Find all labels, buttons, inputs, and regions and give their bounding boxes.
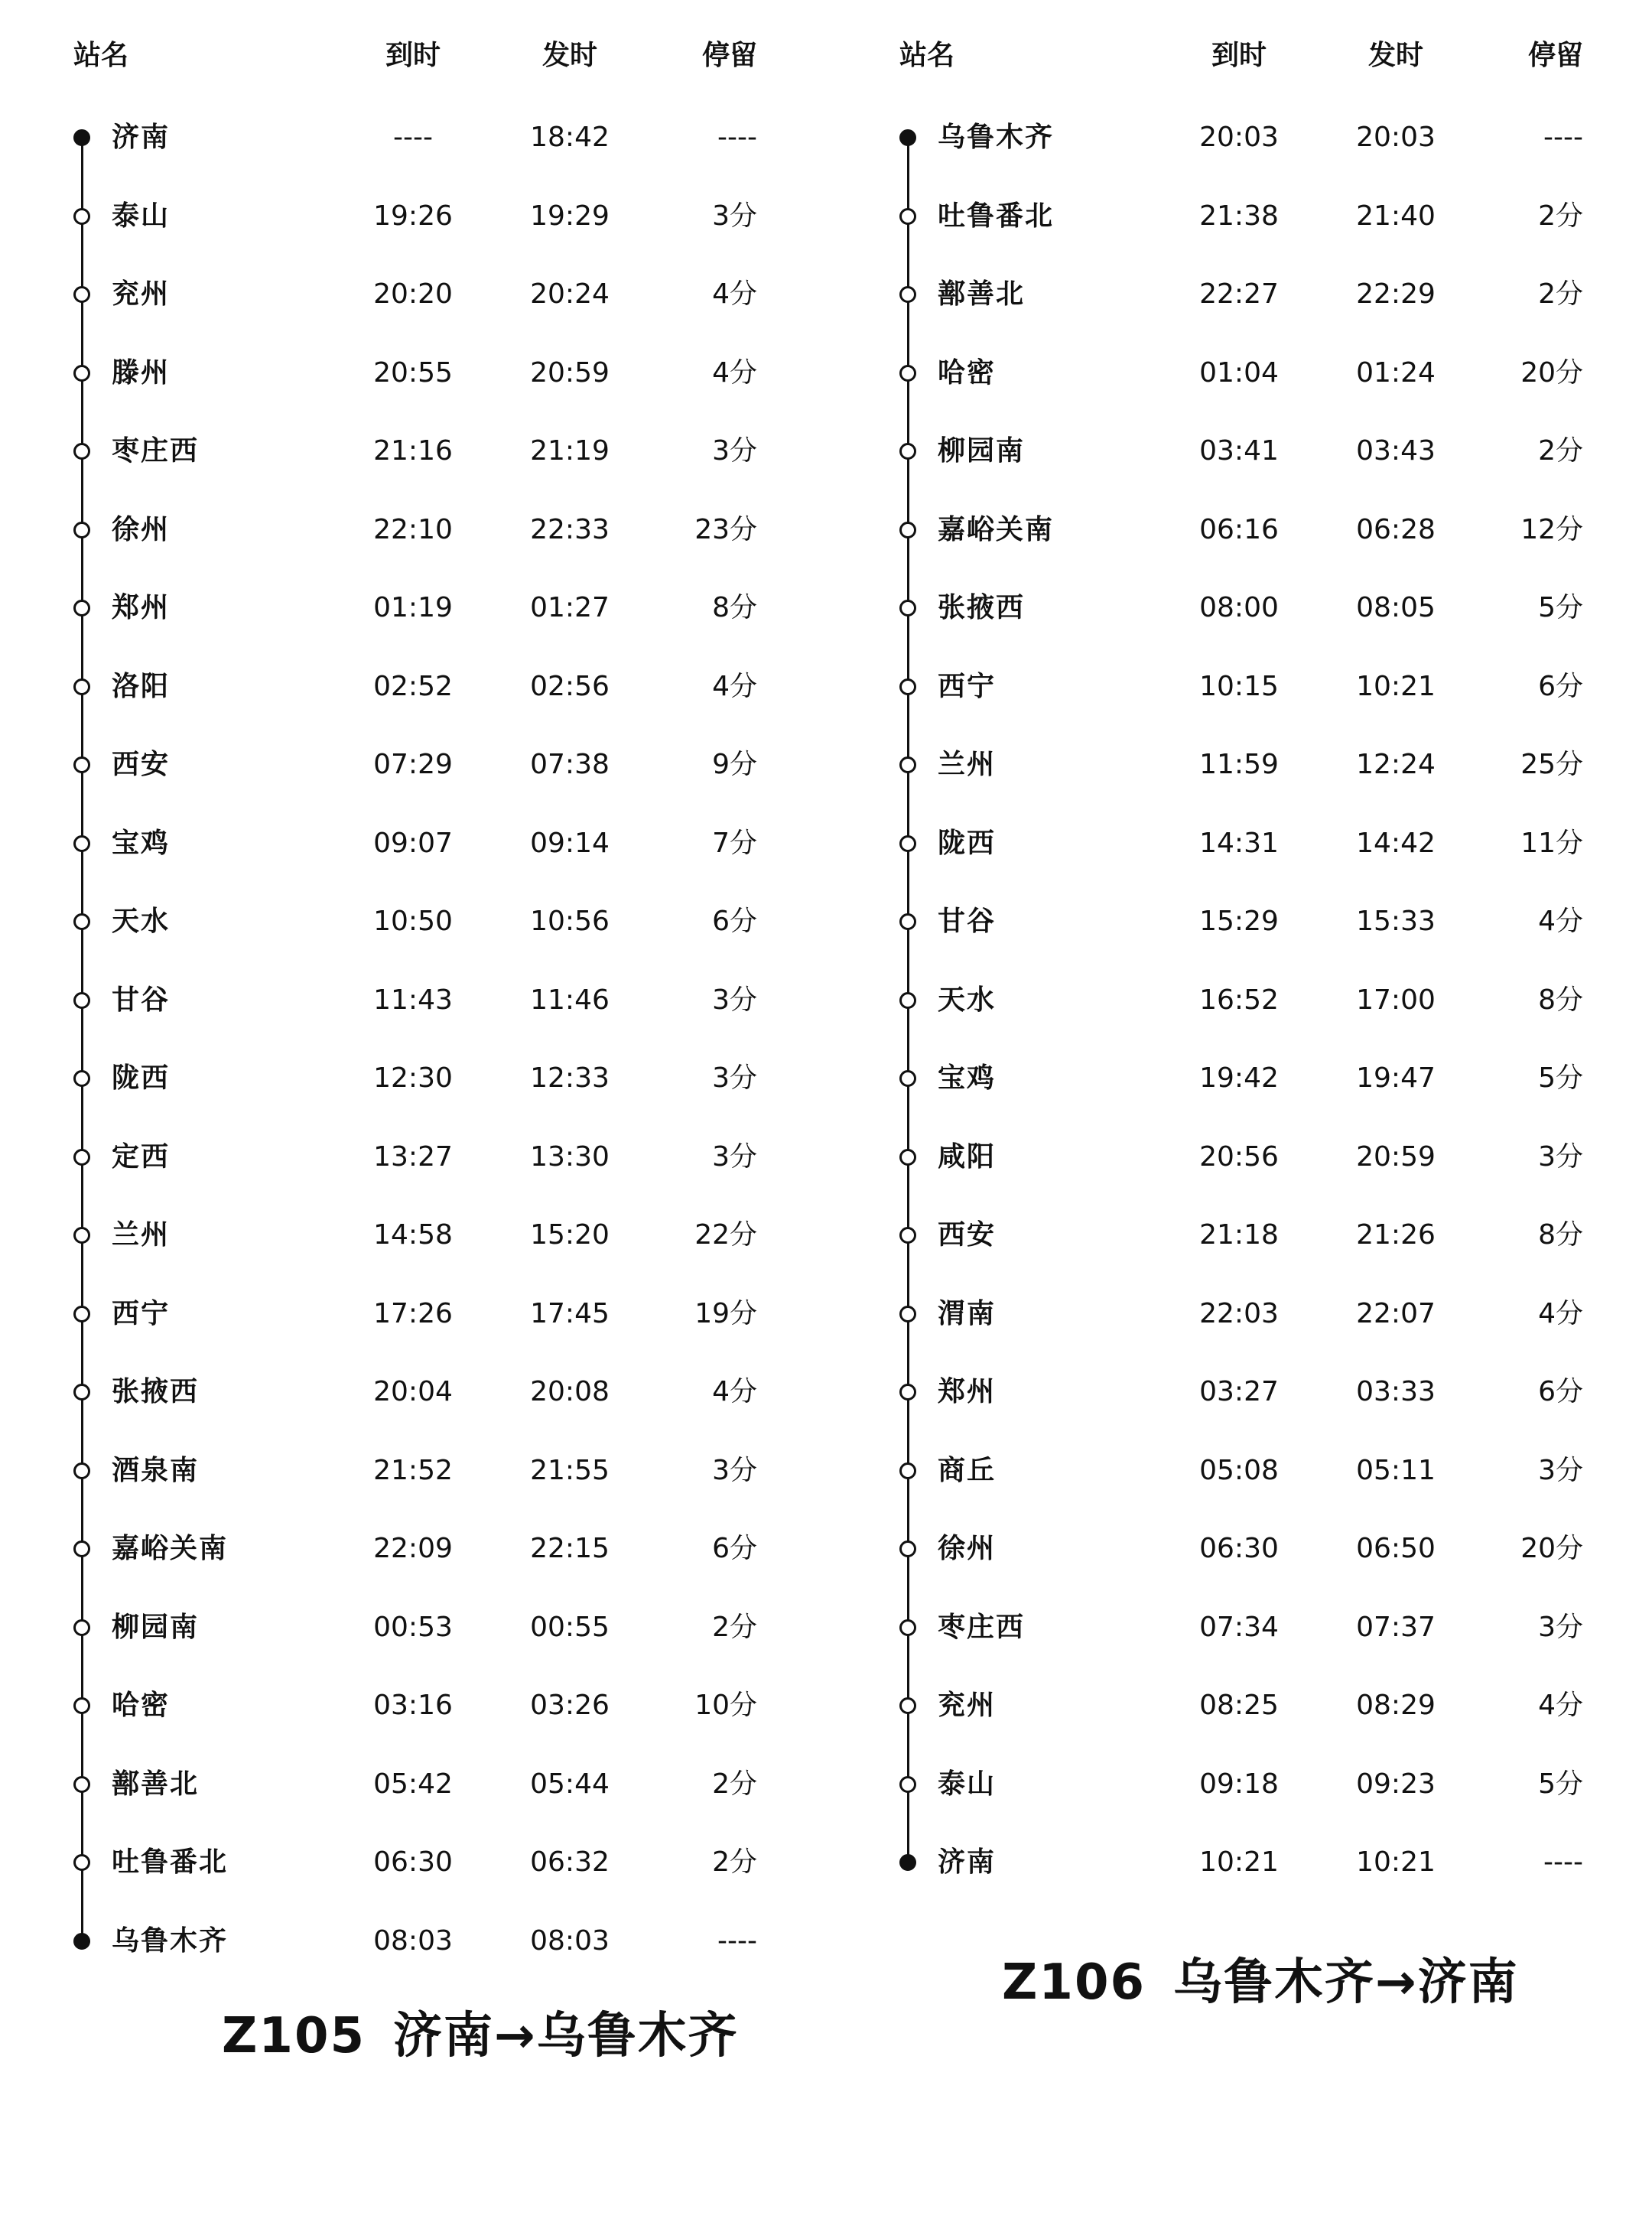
station-name: 甘谷: [112, 984, 171, 1016]
station-name: 兰州: [938, 749, 997, 780]
station-name: 兖州: [938, 1690, 997, 1721]
departure-time: 08:05: [1356, 592, 1436, 623]
stop-marker: [899, 1619, 916, 1636]
departure-time: 19:47: [1356, 1062, 1436, 1094]
timetable-z105: [0, 0, 826, 2065]
station-name: 西宁: [938, 670, 997, 702]
arrival-time: 22:09: [373, 1533, 453, 1564]
stop-marker: [73, 1462, 90, 1479]
arrival-time: 09:18: [1199, 1768, 1279, 1800]
stop-marker: [73, 1697, 90, 1714]
station-name: 滕州: [112, 356, 171, 389]
stop-row: [0, 821, 826, 867]
departure-time: 06:28: [1356, 513, 1436, 545]
header-station: 站名: [899, 40, 955, 71]
stop-duration: 4分: [712, 356, 757, 389]
stop-duration: 6分: [1538, 670, 1583, 702]
stop-duration: 22分: [694, 1219, 757, 1251]
station-name: 乌鲁木齐: [112, 1924, 229, 1957]
departure-time: 20:08: [530, 1376, 610, 1407]
stop-marker: [899, 1149, 916, 1166]
stop-marker: [73, 678, 90, 695]
stop-row: [0, 1212, 826, 1258]
station-name: 鄯善北: [938, 278, 1026, 310]
departure-time: 06:32: [530, 1846, 610, 1878]
station-name: 枣庄西: [938, 1611, 1026, 1643]
header-station: 站名: [73, 40, 129, 71]
station-name: 陇西: [112, 1062, 171, 1094]
station-name: 定西: [112, 1140, 171, 1173]
stop-duration: 20分: [1520, 1533, 1583, 1564]
stop-row: [826, 1605, 1652, 1651]
stop-duration: 8分: [712, 592, 757, 623]
station-name: 宝鸡: [938, 1062, 997, 1094]
arrival-time: 02:52: [373, 670, 453, 702]
arrival-time: 21:38: [1199, 200, 1279, 232]
stop-duration: 25分: [1520, 749, 1583, 780]
stop-row: [0, 1448, 826, 1494]
stop-marker: [73, 756, 90, 773]
arrival-time: 08:00: [1199, 592, 1279, 623]
station-name: 泰山: [112, 200, 171, 232]
arrival-time: 20:04: [373, 1376, 453, 1407]
stop-duration: 5分: [1538, 1768, 1583, 1800]
arrival-time: 20:55: [373, 356, 453, 389]
departure-time: 06:50: [1356, 1533, 1436, 1564]
stop-duration: 4分: [712, 670, 757, 702]
stop-row: [0, 272, 826, 317]
stop-duration: 7分: [712, 827, 757, 859]
header-depart: 发时: [541, 40, 597, 71]
stop-duration: 11分: [1520, 827, 1583, 859]
header-arrive: 到时: [385, 40, 441, 71]
stop-marker: [899, 286, 916, 303]
stop-marker: [73, 600, 90, 616]
stop-marker: [73, 1619, 90, 1636]
departure-time: 09:23: [1356, 1768, 1436, 1800]
arrival-time: ----: [393, 122, 433, 153]
stop-row: [0, 350, 826, 396]
departure-time: 07:37: [1356, 1611, 1436, 1643]
stop-marker: [73, 1227, 90, 1244]
train-route: 乌鲁木齐→济南: [1173, 1954, 1519, 2011]
stop-duration: 4分: [1538, 906, 1583, 937]
stop-marker: [73, 286, 90, 303]
departure-time: 20:24: [530, 278, 610, 310]
stop-duration: 3分: [1538, 1611, 1583, 1643]
stop-duration: 4分: [712, 1376, 757, 1407]
header-stay: 停留: [701, 40, 757, 71]
stop-marker: [899, 1462, 916, 1479]
stop-marker: [73, 1070, 90, 1087]
stop-marker: [73, 443, 90, 460]
stop-marker: [899, 208, 916, 225]
departure-time: 21:55: [530, 1454, 610, 1486]
arrival-time: 21:16: [373, 435, 453, 467]
station-name: 哈密: [938, 356, 997, 389]
departure-time: 12:33: [530, 1062, 610, 1094]
departure-time: 22:07: [1356, 1297, 1436, 1329]
departure-time: 05:11: [1356, 1454, 1436, 1486]
station-name: 吐鲁番北: [938, 200, 1055, 232]
station-name: 郑州: [112, 592, 171, 623]
station-name: 柳园南: [938, 435, 1026, 467]
arrival-time: 12:30: [373, 1062, 453, 1094]
arrival-time: 06:30: [1199, 1533, 1279, 1564]
arrival-time: 11:59: [1199, 749, 1279, 780]
stop-row: [0, 1918, 826, 1964]
arrival-time: 13:27: [373, 1140, 453, 1173]
stop-duration: 20分: [1520, 356, 1583, 389]
arrival-time: 22:27: [1199, 278, 1279, 310]
station-name: 枣庄西: [112, 435, 200, 467]
arrival-time: 14:31: [1199, 827, 1279, 859]
stop-row: [826, 1212, 1652, 1258]
stop-marker: [899, 1384, 916, 1401]
departure-time: 21:19: [530, 435, 610, 467]
departure-time: 10:56: [530, 906, 610, 937]
stop-duration: 4分: [712, 278, 757, 310]
arrival-time: 01:04: [1199, 356, 1279, 389]
header-stay: 停留: [1527, 40, 1583, 71]
departure-time: 15:33: [1356, 906, 1436, 937]
stop-duration: 2分: [712, 1768, 757, 1800]
departure-time: 22:15: [530, 1533, 610, 1564]
stop-duration: 6分: [712, 906, 757, 937]
station-name: 商丘: [938, 1454, 997, 1486]
stop-row: [826, 507, 1652, 553]
arrival-time: 09:07: [373, 827, 453, 859]
arrival-time: 16:52: [1199, 984, 1279, 1016]
stop-marker: [899, 600, 916, 616]
stop-marker: [73, 208, 90, 225]
stop-marker: [899, 756, 916, 773]
stop-duration: 5分: [1538, 592, 1583, 623]
station-name: 西安: [938, 1219, 997, 1251]
stop-duration: 4分: [1538, 1297, 1583, 1329]
arrival-time: 08:25: [1199, 1690, 1279, 1721]
stop-marker: [73, 1776, 90, 1793]
stop-row: [0, 428, 826, 474]
arrival-time: 21:18: [1199, 1219, 1279, 1251]
stop-marker: [899, 365, 916, 382]
stop-row: [826, 428, 1652, 474]
stop-marker: [899, 913, 916, 930]
station-name: 洛阳: [112, 670, 171, 702]
arrival-time: 20:03: [1199, 122, 1279, 153]
stop-row: [0, 1369, 826, 1415]
stop-row: [826, 585, 1652, 631]
stop-marker: [899, 1697, 916, 1714]
stop-row: [0, 115, 826, 161]
stop-duration: 19分: [694, 1297, 757, 1329]
stop-marker: [73, 522, 90, 538]
departure-time: 08:03: [530, 1924, 610, 1957]
departure-time: 22:33: [530, 513, 610, 545]
terminal-stop-marker: [73, 1933, 90, 1950]
arrival-time: 21:52: [373, 1454, 453, 1486]
stop-row: [826, 1840, 1652, 1885]
stop-duration: 6分: [1538, 1376, 1583, 1407]
stop-marker: [899, 992, 916, 1009]
stop-duration: 3分: [712, 1062, 757, 1094]
route-line: [81, 138, 83, 1941]
stop-duration: 8分: [1538, 984, 1583, 1016]
departure-time: 18:42: [530, 122, 610, 153]
stop-row: [0, 664, 826, 710]
departure-time: 01:24: [1356, 356, 1436, 389]
departure-time: 01:27: [530, 592, 610, 623]
stop-marker: [73, 1306, 90, 1322]
terminal-stop-marker: [899, 1854, 916, 1871]
departure-time: 13:30: [530, 1140, 610, 1173]
station-name: 天水: [938, 984, 997, 1016]
stop-duration: 3分: [712, 1140, 757, 1173]
arrival-time: 03:27: [1199, 1376, 1279, 1407]
stop-row: [826, 664, 1652, 710]
station-name: 鄯善北: [112, 1768, 200, 1800]
arrival-time: 03:16: [373, 1690, 453, 1721]
stop-row: [0, 194, 826, 239]
stop-duration: 2分: [1538, 435, 1583, 467]
station-name: 济南: [112, 122, 171, 153]
departure-time: 20:59: [1356, 1140, 1436, 1173]
station-name: 柳园南: [112, 1611, 200, 1643]
timetable-z106: [826, 0, 1652, 2065]
departure-time: 07:38: [530, 749, 610, 780]
stop-row: [826, 742, 1652, 788]
arrival-time: 07:34: [1199, 1611, 1279, 1643]
stop-duration: 2分: [1538, 200, 1583, 232]
stop-duration: 3分: [712, 200, 757, 232]
stop-row: [0, 585, 826, 631]
stop-row: [0, 899, 826, 945]
station-name: 兰州: [112, 1219, 171, 1251]
arrival-time: 10:50: [373, 906, 453, 937]
station-name: 西宁: [112, 1297, 171, 1329]
arrival-time: 19:26: [373, 200, 453, 232]
train-route: 济南→乌鲁木齐: [393, 2008, 739, 2064]
stop-row: [826, 1056, 1652, 1101]
stop-row: [826, 1369, 1652, 1415]
terminal-stop-marker: [73, 129, 90, 146]
stop-marker: [73, 365, 90, 382]
stop-row: [0, 1762, 826, 1807]
stop-duration: 10分: [694, 1690, 757, 1721]
stop-duration: 3分: [1538, 1454, 1583, 1486]
stop-row: [0, 1526, 826, 1572]
stop-row: [0, 1291, 826, 1337]
arrival-time: 06:30: [373, 1846, 453, 1878]
stop-marker: [899, 443, 916, 460]
stop-row: [826, 350, 1652, 396]
station-name: 济南: [938, 1846, 997, 1878]
stop-duration: 6分: [712, 1533, 757, 1564]
departure-time: 00:55: [530, 1611, 610, 1643]
stop-marker: [73, 1149, 90, 1166]
stop-duration: 4分: [1538, 1690, 1583, 1721]
station-name: 兖州: [112, 278, 171, 310]
stop-row: [826, 1526, 1652, 1572]
stop-duration: ----: [717, 1924, 757, 1957]
arrival-time: 05:42: [373, 1768, 453, 1800]
stop-marker: [899, 1070, 916, 1087]
train-caption: [222, 1996, 739, 2067]
station-name: 吐鲁番北: [112, 1846, 229, 1878]
stop-duration: 3分: [712, 435, 757, 467]
stop-marker: [899, 835, 916, 852]
stop-marker: [899, 1227, 916, 1244]
departure-time: 10:21: [1356, 1846, 1436, 1878]
departure-time: 05:44: [530, 1768, 610, 1800]
station-name: 泰山: [938, 1768, 997, 1800]
station-name: 酒泉南: [112, 1454, 200, 1486]
stop-duration: 12分: [1520, 513, 1583, 545]
stop-duration: ----: [1543, 1846, 1583, 1878]
stop-marker: [73, 835, 90, 852]
station-name: 渭南: [938, 1297, 997, 1329]
stop-row: [0, 1683, 826, 1729]
train-code: Z105: [222, 2008, 366, 2064]
station-name: 张掖西: [938, 592, 1026, 623]
stop-row: [0, 507, 826, 553]
stop-marker: [73, 992, 90, 1009]
stop-duration: 2分: [1538, 278, 1583, 310]
stop-marker: [899, 522, 916, 538]
stop-duration: 8分: [1538, 1219, 1583, 1251]
stop-duration: 2分: [712, 1611, 757, 1643]
departure-time: 03:43: [1356, 435, 1436, 467]
station-name: 嘉峪关南: [112, 1533, 229, 1564]
station-name: 宝鸡: [112, 827, 171, 859]
departure-time: 17:45: [530, 1297, 610, 1329]
departure-time: 08:29: [1356, 1690, 1436, 1721]
stop-row: [826, 978, 1652, 1023]
departure-time: 19:29: [530, 200, 610, 232]
arrival-time: 00:53: [373, 1611, 453, 1643]
stop-marker: [899, 1776, 916, 1793]
arrival-time: 05:08: [1199, 1454, 1279, 1486]
arrival-time: 20:20: [373, 278, 453, 310]
departure-time: 20:03: [1356, 122, 1436, 153]
departure-time: 03:33: [1356, 1376, 1436, 1407]
departure-time: 15:20: [530, 1219, 610, 1251]
stop-row: [0, 1605, 826, 1651]
arrival-time: 11:43: [373, 984, 453, 1016]
station-name: 西安: [112, 749, 171, 780]
stop-row: [0, 742, 826, 788]
stop-row: [0, 1134, 826, 1180]
stop-marker: [73, 1854, 90, 1871]
stop-row: [826, 1448, 1652, 1494]
arrival-time: 10:21: [1199, 1846, 1279, 1878]
arrival-time: 22:10: [373, 513, 453, 545]
arrival-time: 14:58: [373, 1219, 453, 1251]
header-arrive: 到时: [1211, 40, 1267, 71]
stop-row: [0, 978, 826, 1023]
stop-marker: [73, 913, 90, 930]
stop-duration: ----: [717, 122, 757, 153]
station-name: 咸阳: [938, 1140, 997, 1173]
stop-row: [0, 1840, 826, 1885]
stop-duration: 5分: [1538, 1062, 1583, 1094]
station-name: 嘉峪关南: [938, 513, 1055, 545]
station-name: 甘谷: [938, 906, 997, 937]
stop-row: [826, 1683, 1652, 1729]
stop-row: [0, 1056, 826, 1101]
arrival-time: 15:29: [1199, 906, 1279, 937]
departure-time: 21:26: [1356, 1219, 1436, 1251]
stop-duration: 3分: [1538, 1140, 1583, 1173]
station-name: 徐州: [938, 1533, 997, 1564]
station-name: 天水: [112, 906, 171, 937]
arrival-time: 03:41: [1199, 435, 1279, 467]
station-name: 张掖西: [112, 1376, 200, 1407]
arrival-time: 10:15: [1199, 670, 1279, 702]
stop-duration: 3分: [712, 984, 757, 1016]
arrival-time: 06:16: [1199, 513, 1279, 545]
stop-row: [826, 272, 1652, 317]
departure-time: 02:56: [530, 670, 610, 702]
stop-row: [826, 115, 1652, 161]
stop-row: [826, 1762, 1652, 1807]
station-name: 哈密: [112, 1690, 171, 1721]
departure-time: 22:29: [1356, 278, 1436, 310]
departure-time: 21:40: [1356, 200, 1436, 232]
departure-time: 14:42: [1356, 827, 1436, 859]
train-code: Z106: [1002, 1954, 1146, 2011]
arrival-time: 07:29: [373, 749, 453, 780]
stop-duration: ----: [1543, 122, 1583, 153]
arrival-time: 22:03: [1199, 1297, 1279, 1329]
departure-time: 11:46: [530, 984, 610, 1016]
stop-row: [826, 899, 1652, 945]
stop-row: [826, 1291, 1652, 1337]
arrival-time: 01:19: [373, 592, 453, 623]
stop-marker: [899, 1540, 916, 1557]
header-depart: 发时: [1367, 40, 1423, 71]
arrival-time: 17:26: [373, 1297, 453, 1329]
train-caption: [1002, 1943, 1519, 2013]
station-name: 徐州: [112, 513, 171, 545]
station-name: 郑州: [938, 1376, 997, 1407]
station-name: 乌鲁木齐: [938, 122, 1055, 153]
stop-marker: [899, 678, 916, 695]
departure-time: 20:59: [530, 356, 610, 389]
stop-marker: [73, 1384, 90, 1401]
arrival-time: 20:56: [1199, 1140, 1279, 1173]
stop-duration: 3分: [712, 1454, 757, 1486]
departure-time: 10:21: [1356, 670, 1436, 702]
stop-marker: [899, 1306, 916, 1322]
arrival-time: 19:42: [1199, 1062, 1279, 1094]
terminal-stop-marker: [899, 129, 916, 146]
stop-row: [826, 194, 1652, 239]
departure-time: 17:00: [1356, 984, 1436, 1016]
arrival-time: 08:03: [373, 1924, 453, 1957]
departure-time: 09:14: [530, 827, 610, 859]
stop-duration: 9分: [712, 749, 757, 780]
stop-row: [826, 1134, 1652, 1180]
departure-time: 12:24: [1356, 749, 1436, 780]
stop-duration: 23分: [694, 513, 757, 545]
stop-row: [826, 821, 1652, 867]
stop-marker: [73, 1540, 90, 1557]
station-name: 陇西: [938, 827, 997, 859]
stop-duration: 2分: [712, 1846, 757, 1878]
departure-time: 03:26: [530, 1690, 610, 1721]
